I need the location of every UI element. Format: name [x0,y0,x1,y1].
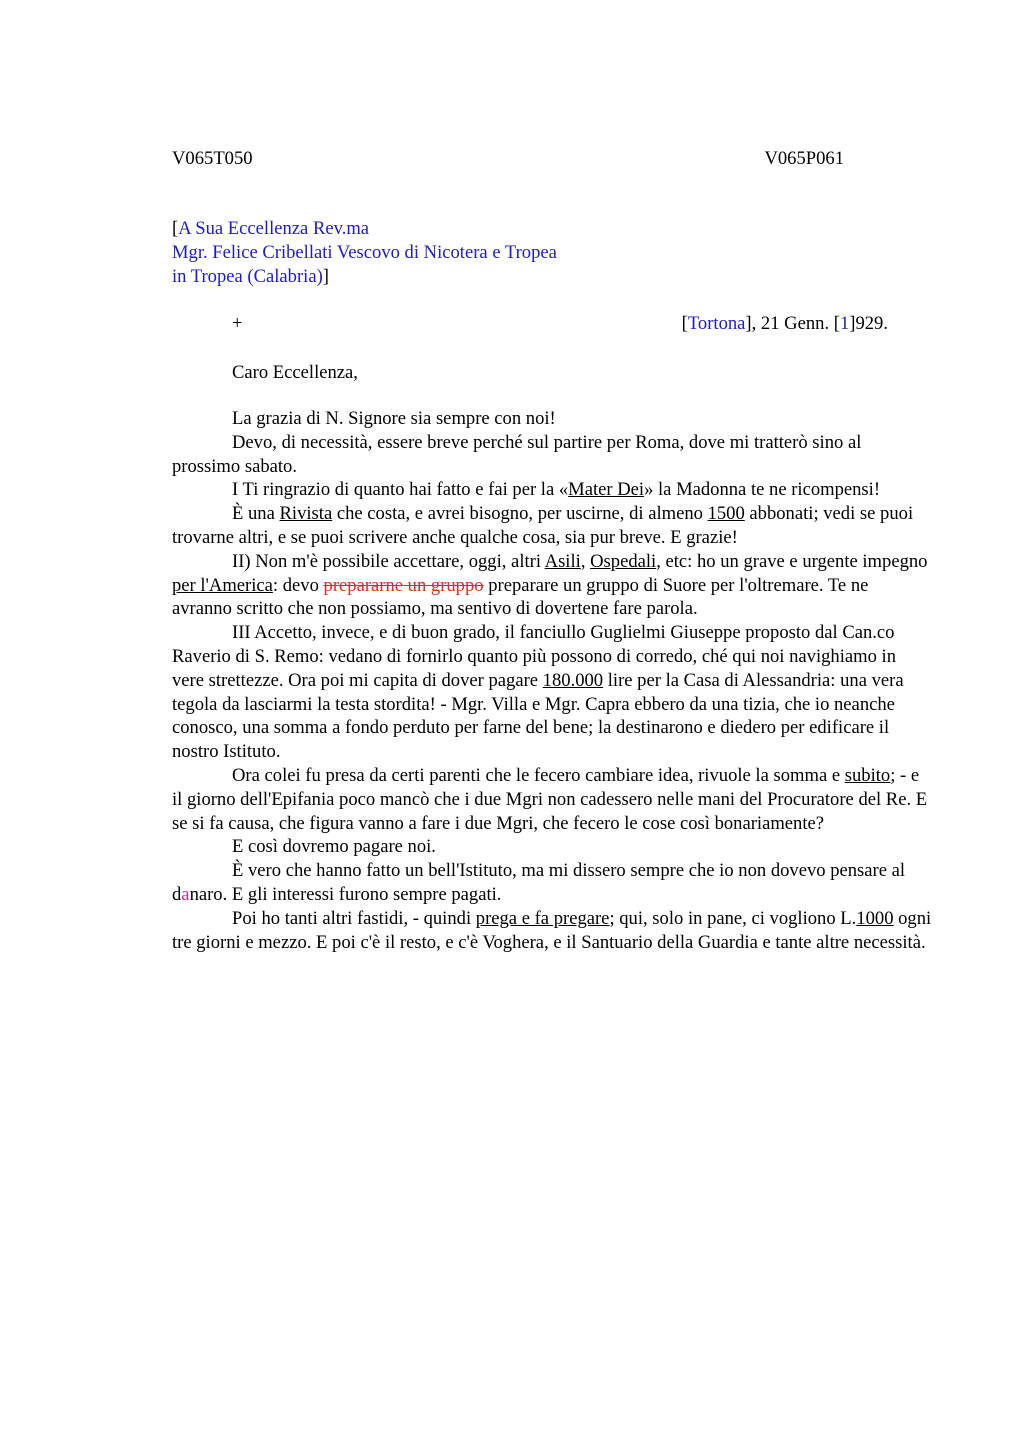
recipient-address [172,217,872,290]
date-year-rest: 929. [855,313,888,334]
p3-underlined: Mater Dei [568,479,645,501]
dateline [232,312,888,336]
address-close-bracket: ] [322,266,329,288]
p10-text-c: ogni tre giorni e mezzo. E poi c'è il resto, e c'è Voghera, e il Santuario della Guardia e tante altre necessità. [172,907,932,953]
document-codes [172,147,844,171]
p10-underlined-2: 1000 [856,907,894,929]
paragraph-5 [172,550,932,621]
paragraph-7 [172,764,932,835]
p3-text-a: I Ti ringrazio di quanto hai fatto e fai per la « [232,479,569,501]
p4-underlined-1: Rivista [279,503,333,525]
address-line-3: in Tropea (Calabria) [172,266,323,288]
address-line-2: Mgr. Felice Cribellati Vescovo di Nicotera e Tropea [172,242,557,264]
paragraph-4 [172,502,932,550]
p7-text-b: ; - e il giorno dell'Epifania poco mancò che i due Mgri non cadessero nelle mani del Procuratore del Re. E se si fa causa, che figura vanno a fare i due Mgri, che fecero le cose così bonariamente? [172,764,928,834]
p5-underlined-1: Asili [544,550,581,572]
paragraph-2: Devo, di necessità, essere breve perché sul partire per Roma, dove mi tratterò sino al prossimo sabato. [172,431,862,477]
p6-text-b: lire per la Casa di Alessandria: una vera tegola da lasciarmi la testa stordita! - Mgr. Villa e Mgr. Capra ebbero da una tizia, che io neanche conosco, una somma a fondo perduto per farne del bene; la destinarono e diedero per edificare il nostro Istituto. [172,669,904,763]
p6-text-a: III Accetto, invece, e di buon grado, il fanciullo Guglielmi Giuseppe proposto dal Can.co Raverio di S. Remo: vedano di fornirlo quanto più possono di corredo, ché qui noi navighiamo in vere strettezze. Ora poi mi capita di dover pagare [172,622,897,691]
p9-text-a: È vero che hanno fatto un bell'Istituto, ma mi dissero sempre che io non dovevo pensare al d [172,860,906,905]
paragraph-1: La grazia di N. Signore sia sempre con noi! [232,408,556,429]
p4-text-c: abbonati; vedi se puoi trovarne altri, e se puoi scrivere anche qualche cosa, sia pur breve. E grazie! [172,503,914,548]
date-day-month: , 21 Genn. [751,313,834,334]
cross-mark: + [232,313,243,334]
p5-underlined-3: per l'America [172,574,273,596]
address-open-bracket: [ [172,218,179,239]
p9-corrected-letter: a [181,883,190,905]
p5-deleted-text: prepararne un gruppo [323,574,484,596]
letter-date: [Tortona], 21 Genn. [1]929. [681,313,888,334]
page-code: V065P061 [764,148,844,169]
p5-text-e: preparare un gruppo di Suore per l'oltremare. Te ne avranno scritto che non possiamo, ma sentivo di dovertene fare parola. [172,574,869,620]
p10-underlined-1: prega e fa pregare [475,907,610,929]
p4-text-a: È una [232,503,280,525]
p10-text-b: ; qui, solo in pane, ci vogliono L. [609,907,857,929]
paragraph-6 [172,621,932,764]
p9-text-b: naro. E gli interessi furono sempre pagati. [189,883,502,905]
p7-underlined: subito [844,764,891,786]
salutation: Caro Eccellenza, [232,362,358,383]
letter-body [172,407,932,954]
address-line-1: A Sua Eccellenza Rev.ma [178,218,370,239]
p5-text-a: II) Non m'è possibile accettare, oggi, altri [232,550,545,572]
paragraph-3 [172,478,932,502]
p10-text-a: Poi ho tanti altri fastidi, - quindi [232,907,476,929]
p5-text-d: : devo [272,574,324,596]
date-year-digit: 1 [839,313,850,334]
paragraph-8: E così dovremo pagare noi. [232,836,436,858]
p5-underlined-2: Ospedali [590,550,657,572]
p7-text-a: Ora colei fu presa da certi parenti che le fecero cambiare idea, rivuole la somma e [232,764,845,786]
p6-underlined: 180.000 [542,669,604,691]
p3-text-b: » la Madonna te ne ricompensi! [644,479,881,501]
p5-text-c: , etc: ho un grave e urgente impegno [656,550,928,572]
p4-text-b: che costa, e avrei bisogno, per uscirne, di almeno [332,503,708,525]
p5-text-b: , [580,550,591,572]
paragraph-10 [172,907,932,955]
text-code: V065T050 [172,148,253,169]
date-place: Tortona [687,313,746,334]
p4-underlined-2: 1500 [707,503,745,525]
paragraph-9 [172,859,932,907]
